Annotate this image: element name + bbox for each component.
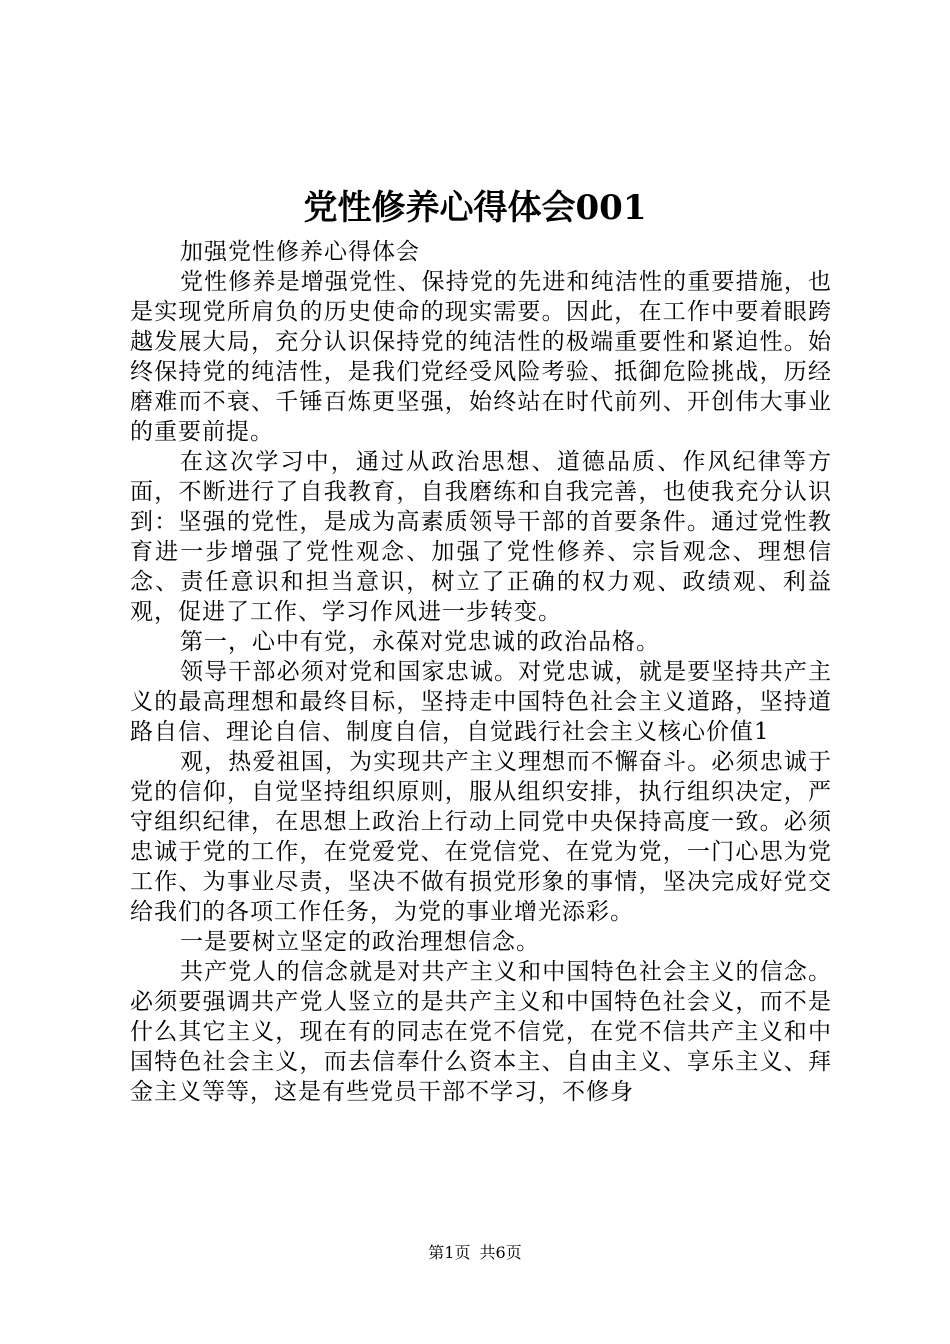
body-paragraph: 领导干部必须对党和国家忠诚。对党忠诚，就是要坚持共产主义的最高理想和最终目标，坚持走中国特色社会主义道路，坚持道路自信、理论自信、制度自信，自觉践行社会主义核心价值1 [130, 659, 832, 745]
section-heading: 一是要树立坚定的政治理想信念。 [180, 929, 540, 955]
page-total: 共6页 [479, 1243, 522, 1262]
body-paragraph: 党性修养是增强党性、保持党的先进和纯洁性的重要措施，也是实现党所肩负的历史使命的现实需要。因此，在工作中要着眼跨越发展大局，充分认识保持党的纯洁性的极端重要性和紧迫性。始终保持党的纯洁性，是我们党经受风险考验、抵御危险挑战，历经磨难而不衰、千锤百炼更坚强，始终站在时代前列、开创伟大事业的重要前提。 [130, 269, 832, 445]
body-paragraph: 观，热爱祖国，为实现共产主义理想而不懈奋斗。必须忠诚于党的信仰，自觉坚持组织原则，服从组织安排，执行组织决定，严守组织纪律，在思想上政治上行动上同党中央保持高度一致。必须忠诚于党的工作，在党爱党、在党信党、在党为党，一门心思为党工作、为事业尽责，坚决不做有损党形象的事情，坚决完成好党交给我们的各项工作任务，为党的事业增光添彩。 [130, 749, 832, 925]
page-footer [0, 1243, 950, 1263]
document-title: 党性修养心得体会001 [303, 188, 647, 228]
body-paragraph: 共产党人的信念就是对共产主义和中国特色社会主义的信念。必须要强调共产党人竖立的是共产主义和中国特色社会义，而不是什么其它主义，现在有的同志在党不信党，在党不信共产主义和中国特色社会主义，而去信奉什么资本主、自由主义、享乐主义、拜金主义等等，这是有些党员干部不学习，不修身 [130, 959, 832, 1105]
body-paragraph: 在这次学习中，通过从政治思想、道德品质、作风纪律等方面，不断进行了自我教育，自我磨练和自我完善，也使我充分认识到：坚强的党性，是成为高素质领导干部的首要条件。通过党性教育进一步增强了党性观念、加强了党性修养、宗旨观念、理想信念、责任意识和担当意识，树立了正确的权力观、政绩观、利益观，促进了工作、学习作风进一步转变。 [130, 449, 832, 625]
subtitle-paragraph: 加强党性修养心得体会 [180, 239, 420, 265]
page-number: 第1页 [428, 1243, 471, 1262]
section-heading: 第一，心中有党，永葆对党忠诚的政治品格。 [180, 629, 660, 655]
document-body [130, 237, 832, 1107]
